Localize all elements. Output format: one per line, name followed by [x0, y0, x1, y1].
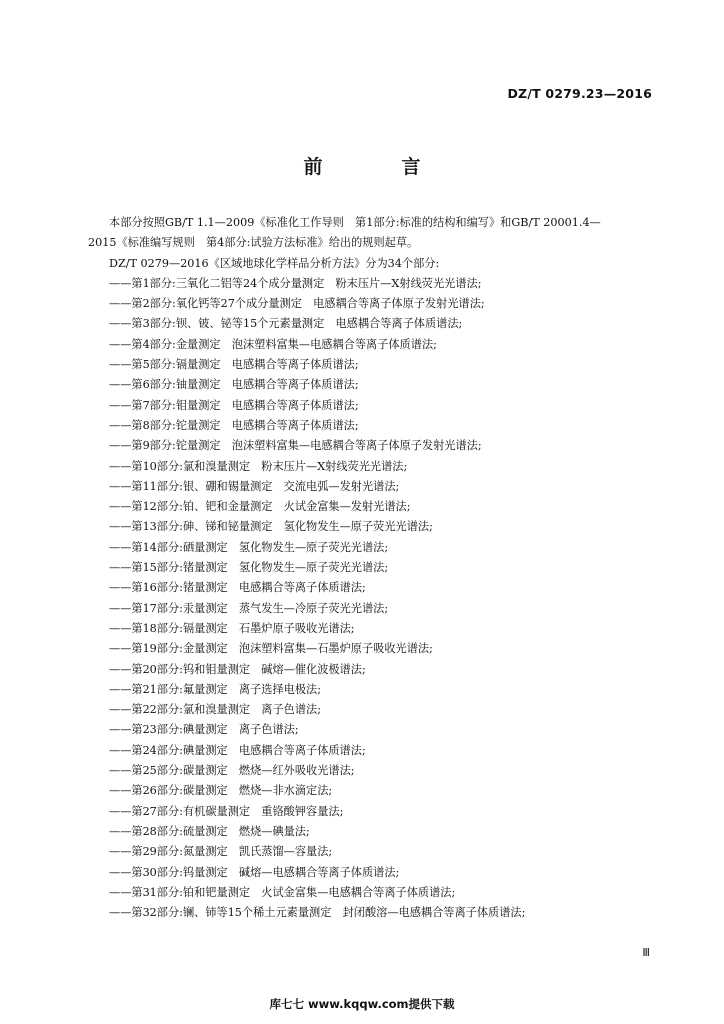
list-item: ——第31部分:铂和钯量测定 火试金富集—电感耦合等离子体质谱法;: [109, 885, 456, 899]
list-item: ——第28部分:硫量测定 燃烧—碘量法;: [109, 824, 310, 838]
list-item: ——第8部分:铊量测定 电感耦合等离子体质谱法;: [109, 418, 359, 432]
list-item: ——第15部分:锗量测定 氢化物发生—原子荧光光谱法;: [109, 561, 389, 575]
list-item: ——第10部分:氯和溴量测定 粉末压片—X射线荧光光谱法;: [109, 459, 408, 473]
list-item: ——第25部分:碳量测定 燃烧—红外吸收光谱法;: [109, 764, 355, 778]
list-item: ——第3部分:钡、铍、铋等15个元素量测定 电感耦合等离子体质谱法;: [109, 317, 463, 331]
list-item: ——第12部分:铂、钯和金量测定 火试金富集—发射光谱法;: [109, 500, 411, 514]
list-item: ——第27部分:有机碳量测定 重铬酸钾容量法;: [109, 804, 344, 818]
parts-intro: DZ/T 0279—2016《区域地球化学样品分析方法》分为34个部分:: [109, 256, 440, 270]
list-item: ——第9部分:铊量测定 泡沫塑料富集—电感耦合等离子体原子发射光谱法;: [109, 439, 482, 453]
list-item: ——第2部分:氧化钙等27个成分量测定 电感耦合等离子体原子发射光谱法;: [109, 297, 485, 311]
list-item: ——第26部分:碳量测定 燃烧—非水滴定法;: [109, 784, 333, 798]
list-item: ——第21部分:氟量测定 离子选择电极法;: [109, 682, 321, 696]
list-item: ——第20部分:钨和钼量测定 碱熔—催化波极谱法;: [109, 662, 366, 676]
list-item: ——第7部分:钼量测定 电感耦合等离子体质谱法;: [109, 398, 359, 412]
list-item: ——第23部分:碘量测定 离子色谱法;: [109, 723, 299, 737]
list-item: ——第13部分:砷、锑和铋量测定 氢化物发生—原子荧光光谱法;: [109, 520, 433, 534]
list-item: ——第4部分:金量测定 泡沫塑料富集—电感耦合等离子体质谱法;: [109, 337, 437, 351]
list-item: ——第29部分:氮量测定 凯氏蒸馏—容量法;: [109, 845, 333, 859]
list-item: ——第22部分:氯和溴量测定 离子色谱法;: [109, 703, 321, 717]
intro-paragraph-line-1: 本部分按照GB/T 1.1—2009《标准化工作导则 第1部分:标准的结构和编写》和GB/T 20001.4—: [109, 216, 601, 229]
standard-code: DZ/T 0279.23—2016: [507, 86, 652, 101]
document-body: [88, 213, 668, 923]
intro-paragraph-line-2: 2015《标准编写规则 第4部分:试验方法标准》给出的规则起草。: [88, 236, 419, 250]
download-watermark: 库七七 www.kqqw.com提供下载: [269, 997, 455, 1011]
list-item: ——第24部分:碘量测定 电感耦合等离子体质谱法;: [109, 743, 366, 757]
list-item: ——第32部分:镧、铈等15个稀土元素量测定 封闭酸溶—电感耦合等离子体质谱法;: [109, 906, 526, 920]
list-item: ——第18部分:镉量测定 石墨炉原子吸收光谱法;: [109, 621, 355, 635]
list-item: ——第6部分:铀量测定 电感耦合等离子体质谱法;: [109, 378, 359, 392]
list-item: ——第19部分:金量测定 泡沫塑料富集—石墨炉原子吸收光谱法;: [109, 642, 433, 656]
list-item: ——第14部分:硒量测定 氢化物发生—原子荧光光谱法;: [109, 540, 389, 554]
list-item: ——第30部分:钨量测定 碱熔—电感耦合等离子体质谱法;: [109, 865, 400, 879]
parts-list: [88, 274, 668, 924]
list-item: ——第11部分:银、硼和锡量测定 交流电弧—发射光谱法;: [109, 479, 400, 493]
page-title: 前 言: [303, 156, 451, 178]
list-item: ——第5部分:镉量测定 电感耦合等离子体质谱法;: [109, 358, 359, 372]
list-item: ——第17部分:汞量测定 蒸气发生—冷原子荧光光谱法;: [109, 601, 389, 615]
list-item: ——第16部分:锗量测定 电感耦合等离子体质谱法;: [109, 581, 366, 595]
list-item: ——第1部分:三氧化二铝等24个成分量测定 粉末压片—X射线荧光光谱法;: [109, 276, 482, 290]
page-number: Ⅲ: [642, 946, 650, 959]
